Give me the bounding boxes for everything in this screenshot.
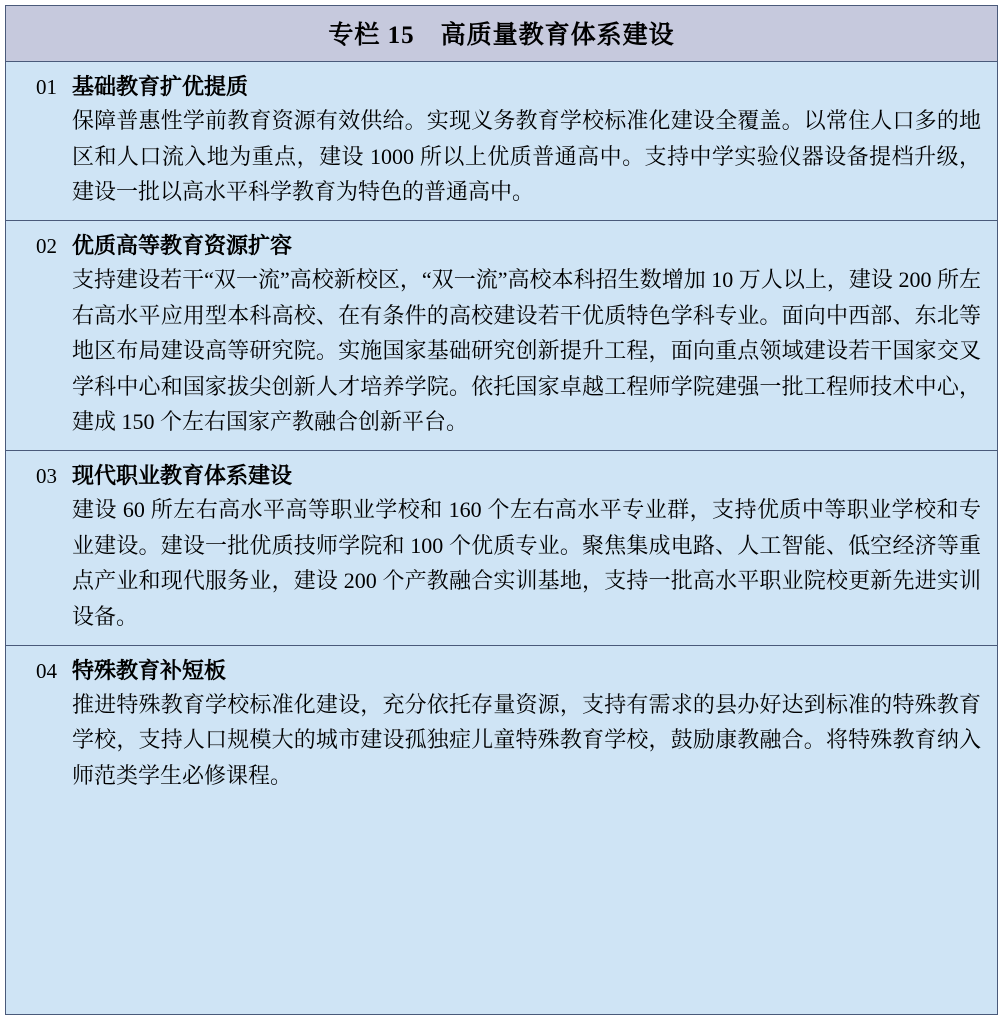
- item-list: [6, 62, 997, 1014]
- item-body: 支持建设若干“双一流”高校新校区，“双一流”高校本科招生数增加 10 万人以上，建设 200 所左右高水平应用型本科高校、在有条件的高校建设若干优质特色学科专业。面向中西部、东北等地区布局建设高等研究院。实施国家基础研究创新提升工程，面向重点领域建设若干国家交叉学科中心和国家拔尖创新人才培养学院。依托国家卓越工程师学院建强一批工程师技术中心，建成 150 个左右国家产教融合创新平台。: [72, 266, 981, 435]
- list-item: [6, 221, 997, 451]
- box-header: [6, 6, 997, 62]
- box-header-title: 高质量教育体系建设: [440, 22, 675, 49]
- item-title: 基础教育扩优提质: [72, 74, 249, 99]
- list-item: [6, 646, 997, 804]
- item-body: 推进特殊教育学校标准化建设，充分依托存量资源，支持有需求的县办好达到标准的特殊教育学校，支持人口规模大的城市建设孤独症儿童特殊教育学校，鼓励康教融合。将特殊教育纳入师范类学生必修课程。: [72, 691, 981, 788]
- item-title: 特殊教育补短板: [72, 657, 227, 683]
- item-number: 01: [36, 75, 57, 99]
- list-item: [6, 62, 997, 221]
- item-header: [20, 654, 983, 685]
- item-title: 优质高等教育资源扩容: [72, 232, 293, 258]
- item-body: 保障普惠性学前教育资源有效供给。实现义务教育学校标准化建设全覆盖。以常住人口多的地区和人口流入地为重点，建设 1000 所以上优质普通高中。支持中学实验仪器设备提档升级，建设一批以高水平科学教育为特色的普通高中。: [72, 108, 981, 205]
- feature-box: [5, 5, 998, 1015]
- item-number: 04: [36, 658, 57, 683]
- item-number: 03: [36, 464, 57, 488]
- item-number: 02: [36, 233, 57, 258]
- item-header: [20, 70, 983, 101]
- item-body: 建设 60 所左右高水平高等职业学校和 160 个左右高水平专业群，支持优质中等职业学校和专业建设。建设一批优质技师学院和 100 个优质专业。聚焦集成电路、人工智能、低空经济等重点产业和现代服务业，建设 200 个产教融合实训基地，支持一批高水平职业院校更新先进实训设备。: [72, 497, 981, 629]
- list-item: [6, 451, 997, 646]
- item-header: [20, 229, 983, 260]
- item-header: [20, 459, 983, 490]
- box-header-label: 专栏 15: [328, 22, 415, 49]
- item-title: 现代职业教育体系建设: [72, 463, 293, 488]
